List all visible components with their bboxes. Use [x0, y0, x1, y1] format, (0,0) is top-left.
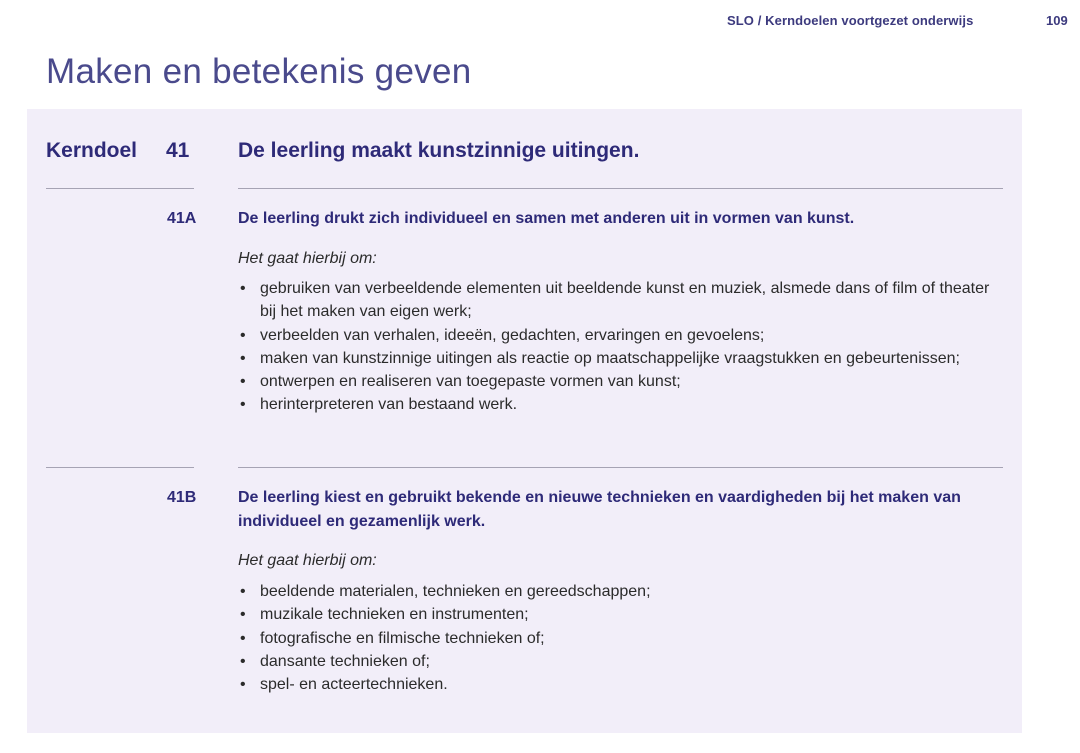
right-divider [238, 467, 1003, 468]
list-item: • herinterpreteren van bestaand werk. [238, 393, 998, 416]
list-item: • gebruiken van verbeeldende elementen uit beeldende kunst en muziek, alsmede dans of film of theater bij het maken van eigen werk; [238, 277, 998, 324]
left-divider [46, 467, 194, 468]
list-item: • beeldende materialen, technieken en gereedschappen; [238, 580, 998, 603]
subgoal-id: 41B [167, 489, 197, 506]
subgoal-title: De leerling drukt zich individueel en samen met anderen uit in vormen van kunst. [238, 210, 855, 227]
subgoal-intro: Het gaat hierbij om: [238, 552, 377, 569]
page-title: Maken en betekenis geven [46, 52, 472, 91]
kerndoel-label: Kerndoel [46, 139, 138, 162]
subgoal-list [238, 580, 998, 696]
subgoal-title: De leerling kiest en gebruikt bekende en nieuwe technieken en vaardigheden bij het maken van individueel en gezamenlijk werk. [238, 489, 961, 530]
list-item: • verbeelden van verhalen, ideeën, gedachten, ervaringen en gevoelens; [238, 324, 998, 347]
subgoal-list [238, 277, 998, 417]
list-item: • dansante technieken of; [238, 650, 998, 673]
subgoal-id: 41A [167, 210, 197, 227]
list-item: • maken van kunstzinnige uitingen als reactie op maatschappelijke vraagstukken en gebeurtenissen; [238, 347, 998, 370]
list-item: • spel- en acteertechnieken. [238, 673, 998, 696]
right-divider [238, 188, 1003, 189]
kerndoel-panel [27, 109, 1022, 733]
subgoal-intro: Het gaat hierbij om: [238, 250, 377, 267]
page-number: 109 [1046, 13, 1068, 28]
kerndoel-title: De leerling maakt kunstzinnige uitingen. [238, 139, 640, 162]
kerndoel-number: 41 [166, 139, 190, 162]
running-header: SLO / Kerndoelen voortgezet onderwijs [727, 13, 974, 28]
list-item: • fotografische en filmische technieken of; [238, 627, 998, 650]
list-item: • muzikale technieken en instrumenten; [238, 603, 998, 626]
left-divider [46, 188, 194, 189]
list-item: • ontwerpen en realiseren van toegepaste vormen van kunst; [238, 370, 998, 393]
